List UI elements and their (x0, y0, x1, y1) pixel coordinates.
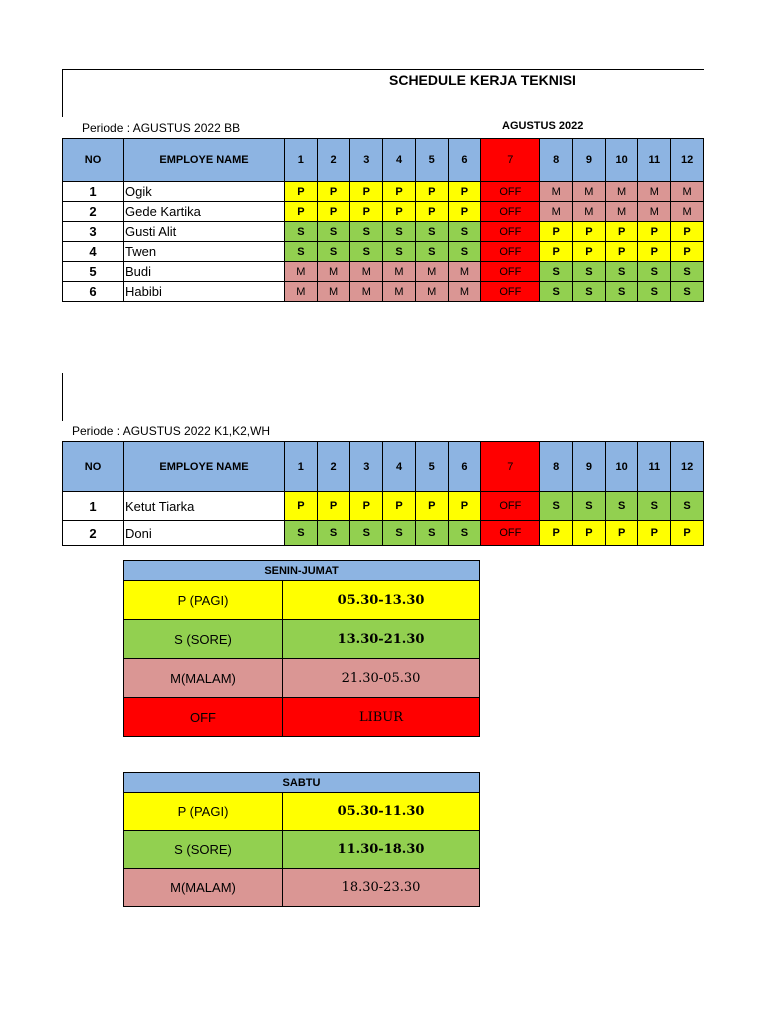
header-day-7: 7 (481, 139, 540, 182)
shift-cell: OFF (481, 282, 540, 302)
shift-cell: S (573, 262, 606, 282)
shift-cell: P (317, 492, 350, 521)
shift-cell: M (350, 262, 383, 282)
shift-cell: M (415, 262, 448, 282)
shift-cell: S (573, 492, 606, 521)
shift-cell: M (317, 282, 350, 302)
shift-code: OFF (124, 698, 283, 737)
shift-cell: P (540, 521, 573, 546)
header-row (63, 442, 704, 492)
header-day-1: 1 (285, 442, 318, 492)
table-row (63, 492, 704, 521)
header-employee-name: EMPLOYE NAME (124, 139, 285, 182)
shift-cell: P (415, 182, 448, 202)
legend-title: SENIN-JUMAT (124, 561, 480, 581)
shift-cell: M (573, 182, 606, 202)
top-border-line (62, 69, 704, 70)
row-number: 5 (63, 262, 124, 282)
shift-cell: M (415, 282, 448, 302)
shift-code: P (PAGI) (124, 793, 283, 831)
shift-cell: P (540, 222, 573, 242)
employee-name: Ketut Tiarka (124, 492, 285, 521)
shift-cell: M (605, 182, 638, 202)
shift-cell: S (671, 282, 704, 302)
shift-cell: M (540, 182, 573, 202)
shift-cell: P (317, 202, 350, 222)
shift-cell: S (415, 242, 448, 262)
employee-name: Gusti Alit (124, 222, 285, 242)
shift-cell: S (383, 242, 416, 262)
header-day-6: 6 (448, 442, 481, 492)
shift-code: M(MALAM) (124, 869, 283, 907)
shift-cell: S (383, 222, 416, 242)
shift-code: M(MALAM) (124, 659, 283, 698)
header-day-1: 1 (285, 139, 318, 182)
shift-cell: S (285, 521, 318, 546)
legend-row (124, 581, 480, 620)
shift-cell: S (671, 262, 704, 282)
shift-cell: P (605, 242, 638, 262)
header-day-6: 6 (448, 139, 481, 182)
table-row (63, 242, 704, 262)
header-day-12: 12 (671, 139, 704, 182)
table-row (63, 182, 704, 202)
shift-cell: M (448, 262, 481, 282)
employee-name: Ogik (124, 182, 285, 202)
shift-cell: P (638, 222, 671, 242)
shift-cell: M (383, 282, 416, 302)
shift-cell: S (383, 521, 416, 546)
row-number: 6 (63, 282, 124, 302)
employee-name: Budi (124, 262, 285, 282)
shift-cell: P (671, 222, 704, 242)
header-day-11: 11 (638, 442, 671, 492)
legend-row (124, 659, 480, 698)
shift-code: S (SORE) (124, 620, 283, 659)
shift-cell: M (671, 202, 704, 222)
left-border-line-2 (62, 373, 63, 421)
shift-cell: P (605, 521, 638, 546)
shift-cell: P (671, 242, 704, 262)
shift-cell: P (383, 492, 416, 521)
shift-cell: OFF (481, 202, 540, 222)
shift-cell: S (317, 521, 350, 546)
shift-cell: OFF (481, 492, 540, 521)
shift-cell: P (638, 242, 671, 262)
shift-cell: S (638, 282, 671, 302)
shift-cell: S (448, 242, 481, 262)
shift-time: 11.30-18.30 (283, 831, 480, 869)
shift-cell: M (285, 262, 318, 282)
shift-cell: S (540, 282, 573, 302)
shift-cell: P (573, 222, 606, 242)
shift-cell: S (638, 492, 671, 521)
shift-cell: S (671, 492, 704, 521)
row-number: 2 (63, 521, 124, 546)
legend-row (124, 698, 480, 737)
shift-cell: S (448, 521, 481, 546)
schedule-table-1 (62, 138, 704, 302)
header-no: NO (63, 139, 124, 182)
shift-cell: P (285, 202, 318, 222)
shift-cell: P (415, 202, 448, 222)
header-day-9: 9 (573, 442, 606, 492)
legend-table-weekday (123, 560, 480, 737)
shift-code: S (SORE) (124, 831, 283, 869)
legend-row (124, 869, 480, 907)
shift-cell: S (350, 222, 383, 242)
shift-cell: S (317, 242, 350, 262)
legend-table-saturday (123, 772, 480, 907)
shift-cell: S (317, 222, 350, 242)
legend-row (124, 620, 480, 659)
shift-cell: M (350, 282, 383, 302)
shift-cell: S (605, 262, 638, 282)
row-number: 1 (63, 182, 124, 202)
shift-cell: M (317, 262, 350, 282)
header-day-10: 10 (605, 442, 638, 492)
shift-cell: OFF (481, 262, 540, 282)
shift-cell: S (415, 222, 448, 242)
shift-time: 05.30-11.30 (283, 793, 480, 831)
shift-time: 13.30-21.30 (283, 620, 480, 659)
row-number: 4 (63, 242, 124, 262)
shift-cell: M (638, 202, 671, 222)
shift-cell: P (350, 182, 383, 202)
legend-header-row (124, 561, 480, 581)
shift-cell: OFF (481, 242, 540, 262)
header-day-8: 8 (540, 139, 573, 182)
legend-title: SABTU (124, 773, 480, 793)
schedule-table-2 (62, 441, 704, 546)
shift-cell: S (573, 282, 606, 302)
shift-cell: M (671, 182, 704, 202)
header-employee-name: EMPLOYE NAME (124, 442, 285, 492)
shift-cell: M (383, 262, 416, 282)
shift-cell: P (605, 222, 638, 242)
table-row (63, 202, 704, 222)
page-title: SCHEDULE KERJA TEKNISI (389, 72, 576, 88)
header-day-10: 10 (605, 139, 638, 182)
shift-cell: OFF (481, 182, 540, 202)
shift-cell: P (448, 182, 481, 202)
shift-cell: S (605, 492, 638, 521)
shift-cell: P (540, 242, 573, 262)
header-day-7: 7 (481, 442, 540, 492)
header-no: NO (63, 442, 124, 492)
shift-cell: S (350, 242, 383, 262)
shift-time: LIBUR (283, 698, 480, 737)
shift-cell: P (573, 242, 606, 262)
shift-cell: P (448, 202, 481, 222)
header-day-5: 5 (415, 442, 448, 492)
table-row (63, 262, 704, 282)
shift-time: 21.30-05.30 (283, 659, 480, 698)
legend-header-row (124, 773, 480, 793)
header-day-5: 5 (415, 139, 448, 182)
employee-name: Doni (124, 521, 285, 546)
header-day-9: 9 (573, 139, 606, 182)
shift-cell: M (285, 282, 318, 302)
header-day-8: 8 (540, 442, 573, 492)
shift-cell: M (638, 182, 671, 202)
shift-cell: S (285, 222, 318, 242)
shift-cell: P (671, 521, 704, 546)
shift-cell: M (573, 202, 606, 222)
shift-cell: P (383, 202, 416, 222)
header-day-4: 4 (383, 442, 416, 492)
shift-cell: P (350, 492, 383, 521)
shift-cell: P (448, 492, 481, 521)
shift-time: 18.30-23.30 (283, 869, 480, 907)
periode-label-1: Periode : AGUSTUS 2022 BB (82, 121, 241, 135)
legend-row (124, 831, 480, 869)
left-border-line-1 (62, 69, 63, 117)
shift-cell: OFF (481, 222, 540, 242)
shift-cell: OFF (481, 521, 540, 546)
header-day-4: 4 (383, 139, 416, 182)
shift-cell: S (448, 222, 481, 242)
row-number: 2 (63, 202, 124, 222)
header-day-12: 12 (671, 442, 704, 492)
shift-cell: M (605, 202, 638, 222)
shift-cell: P (638, 521, 671, 546)
month-label: AGUSTUS 2022 (502, 120, 584, 132)
shift-cell: S (285, 242, 318, 262)
header-row (63, 139, 704, 182)
shift-cell: P (285, 182, 318, 202)
shift-cell: S (540, 492, 573, 521)
legend-row (124, 793, 480, 831)
shift-cell: M (448, 282, 481, 302)
table-row (63, 222, 704, 242)
periode-label-2: Periode : AGUSTUS 2022 K1,K2,WH (72, 424, 271, 438)
header-day-11: 11 (638, 139, 671, 182)
header-day-2: 2 (317, 442, 350, 492)
shift-cell: P (285, 492, 318, 521)
shift-cell: P (350, 202, 383, 222)
shift-cell: P (573, 521, 606, 546)
shift-cell: M (540, 202, 573, 222)
shift-code: P (PAGI) (124, 581, 283, 620)
header-day-3: 3 (350, 442, 383, 492)
employee-name: Twen (124, 242, 285, 262)
shift-cell: S (350, 521, 383, 546)
shift-cell: P (415, 492, 448, 521)
employee-name: Gede Kartika (124, 202, 285, 222)
shift-cell: P (383, 182, 416, 202)
shift-cell: S (540, 262, 573, 282)
shift-time: 05.30-13.30 (283, 581, 480, 620)
row-number: 1 (63, 492, 124, 521)
row-number: 3 (63, 222, 124, 242)
header-day-3: 3 (350, 139, 383, 182)
table-row (63, 521, 704, 546)
employee-name: Habibi (124, 282, 285, 302)
table-row (63, 282, 704, 302)
shift-cell: S (638, 262, 671, 282)
shift-cell: P (317, 182, 350, 202)
shift-cell: S (415, 521, 448, 546)
shift-cell: S (605, 282, 638, 302)
header-day-2: 2 (317, 139, 350, 182)
